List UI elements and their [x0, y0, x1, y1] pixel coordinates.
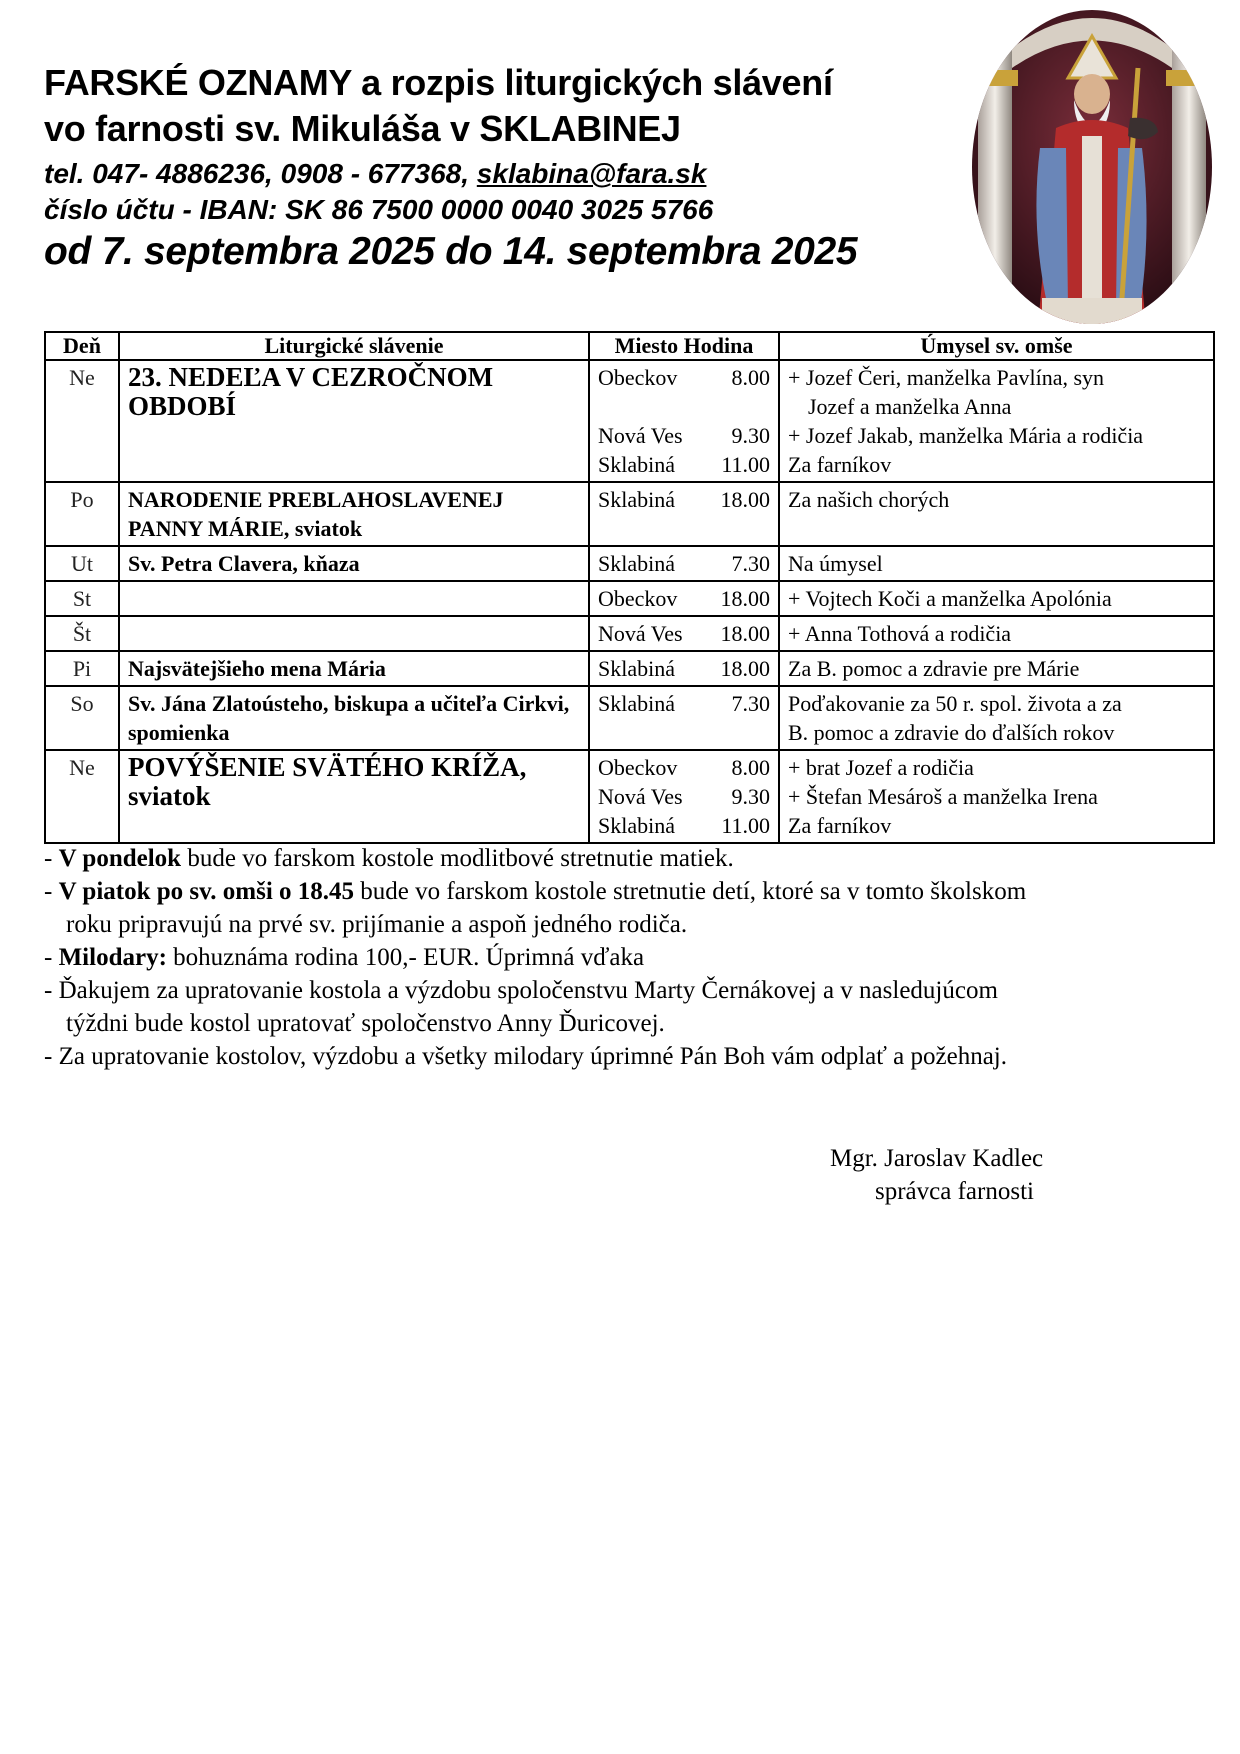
table-row [45, 482, 1214, 546]
signature-block [830, 1142, 1043, 1208]
announcements [44, 842, 1224, 1073]
email-link[interactable]: sklabina@fara.sk [476, 158, 707, 189]
hour: 8.00 [731, 755, 770, 780]
liturgy-cell [119, 616, 589, 651]
bullet: - [44, 1043, 59, 1070]
col-header-day: Deň [45, 332, 119, 360]
hour: 7.30 [731, 691, 770, 716]
announcement-item [44, 842, 1224, 875]
place-time-cell [589, 616, 779, 651]
intention-cell: Za našich chorých [779, 482, 1214, 546]
hour: 18.00 [720, 656, 770, 681]
col-header-liturgy: Liturgické slávenie [119, 332, 589, 360]
table-row [45, 360, 1214, 482]
intention-cell [779, 360, 1214, 482]
place-time-cell [589, 546, 779, 581]
hour: 18.00 [720, 621, 770, 646]
signature-role: správca farnosti [875, 1178, 1034, 1205]
intention-cell: Na úmysel [779, 546, 1214, 581]
period-line: od 7. septembra 2025 do 14. septembra 2025 [44, 230, 858, 273]
announcement-item [44, 1040, 1224, 1073]
day-cell: Ne [45, 750, 119, 843]
intention-line: + Jozef Čeri, manželka Pavlína, syn [788, 365, 1105, 390]
hour: 8.00 [731, 365, 770, 390]
place: Obeckov [598, 586, 678, 611]
place: Sklabiná [598, 487, 675, 512]
intention-cell [779, 750, 1214, 843]
announcement-bold: Milodary: [58, 944, 167, 971]
intention-line: Za farníkov [788, 813, 892, 838]
hour: 9.30 [731, 784, 770, 809]
liturgy-cell: POVÝŠENIE SVÄTÉHO KRÍŽA, sviatok [119, 750, 589, 843]
bullet: - [44, 845, 59, 872]
intention-line: Jozef a manželka Anna [808, 394, 1012, 419]
title-line-1: FARSKÉ OZNAMY a rozpis liturgických slávení [44, 62, 833, 103]
liturgy-cell [119, 581, 589, 616]
intention-cell [779, 686, 1214, 750]
place-time-cell [589, 651, 779, 686]
intention-line: + Štefan Mesároš a manželka Irena [788, 784, 1098, 809]
intention-cell: + Vojtech Koči a manželka Apolónia [779, 581, 1214, 616]
day-cell: Št [45, 616, 119, 651]
day-cell: Pi [45, 651, 119, 686]
hour: 9.30 [731, 423, 770, 448]
liturgy-cell: Sv. Petra Clavera, kňaza [119, 546, 589, 581]
hour: 7.30 [731, 551, 770, 576]
announcement-text: bude vo farskom kostole modlitbové stretnutie matiek. [181, 845, 734, 872]
col-header-place-time: Miesto Hodina [589, 332, 779, 360]
liturgy-cell: 23. NEDEĽA V CEZROČNOM OBDOBÍ [119, 360, 589, 482]
schedule-table [44, 331, 1215, 844]
day-cell: Ne [45, 360, 119, 482]
announcement-continuation: týždni bude kostol upratovať spoločenstvo Anny Ďuricovej. [66, 1010, 665, 1037]
table-row [45, 546, 1214, 581]
place-time-cell [589, 360, 779, 482]
hour: 11.00 [721, 452, 770, 477]
signature-name: Mgr. Jaroslav Kadlec [830, 1145, 1044, 1172]
title-line-2: vo farnosti sv. Mikuláša v SKLABINEJ [44, 108, 681, 149]
liturgy-cell: Sv. Jána Zlatoústeho, biskupa a učiteľa Cirkvi, spomienka [119, 686, 589, 750]
place: Nová Ves [598, 423, 683, 448]
intention-line: Za farníkov [788, 452, 892, 477]
header [44, 56, 994, 276]
announcement-bold: V pondelok [58, 845, 182, 872]
place-time-cell [589, 581, 779, 616]
liturgy-cell: NARODENIE PREBLAHOSLAVENEJ PANNY MÁRIE, sviatok [119, 482, 589, 546]
hour: 11.00 [721, 813, 770, 838]
day-cell: Po [45, 482, 119, 546]
intention-cell: + Anna Tothová a rodičia [779, 616, 1214, 651]
day-cell: Ut [45, 546, 119, 581]
announcement-continuation: roku pripravujú na prvé sv. prijímanie a aspoň jedného rodiča. [66, 911, 688, 938]
day-cell: So [45, 686, 119, 750]
contact-line [44, 156, 994, 192]
announcement-item [44, 974, 1224, 1007]
phone-text: tel. 047- 4886236, 0908 - 677368, [44, 158, 477, 189]
liturgy-cell: Najsvätejšieho mena Mária [119, 651, 589, 686]
bullet: - [44, 977, 59, 1004]
place: Obeckov [598, 365, 678, 390]
hour: 18.00 [720, 586, 770, 611]
day-cell: St [45, 581, 119, 616]
place: Sklabiná [598, 656, 675, 681]
table-row [45, 651, 1214, 686]
place-time-cell [589, 686, 779, 750]
place: Obeckov [598, 755, 678, 780]
intention-cell: Za B. pomoc a zdravie pre Márie [779, 651, 1214, 686]
announcement-item [44, 875, 1224, 908]
table-row [45, 750, 1214, 843]
place: Sklabiná [598, 452, 675, 477]
intention-line: + brat Jozef a rodičia [788, 755, 974, 780]
saint-nicholas-portrait [970, 8, 1214, 326]
place: Sklabiná [598, 813, 675, 838]
intention-line: + Jozef Jakab, manželka Mária a rodičia [788, 423, 1144, 448]
table-row [45, 616, 1214, 651]
table-row [45, 686, 1214, 750]
table-header-row [45, 332, 1214, 360]
bullet: - [44, 944, 59, 971]
account-line: číslo účtu - IBAN: SK 86 7500 0000 0040 3025 5766 [44, 194, 714, 225]
hour: 18.00 [720, 487, 770, 512]
place-time-cell [589, 482, 779, 546]
intention-line: B. pomoc a zdravie do ďalších rokov [788, 720, 1115, 745]
place: Nová Ves [598, 621, 683, 646]
announcement-bold: V piatok po sv. omši o 18.45 [58, 878, 355, 905]
place: Sklabiná [598, 551, 675, 576]
place-time-cell [589, 750, 779, 843]
announcement-text: Za upratovanie kostolov, výzdobu a všetky milodary úprimné Pán Boh vám odplať a požehnaj. [58, 1043, 1008, 1070]
col-header-intention: Úmysel sv. omše [779, 332, 1214, 360]
table-row [45, 581, 1214, 616]
place: Nová Ves [598, 784, 683, 809]
announcement-item [44, 941, 1224, 974]
announcement-text: Ďakujem za upratovanie kostola a výzdobu spoločenstvu Marty Černákovej a v nasledujúcom [58, 977, 998, 1004]
announcement-text: bohuznáma rodina 100,- EUR. Úprimná vďaka [166, 944, 645, 971]
announcement-text: bude vo farskom kostole stretnutie detí, ktoré sa v tomto školskom [354, 878, 1027, 905]
place: Sklabiná [598, 691, 675, 716]
intention-line: Poďakovanie za 50 r. spol. života a za [788, 691, 1122, 716]
bullet: - [44, 878, 59, 905]
